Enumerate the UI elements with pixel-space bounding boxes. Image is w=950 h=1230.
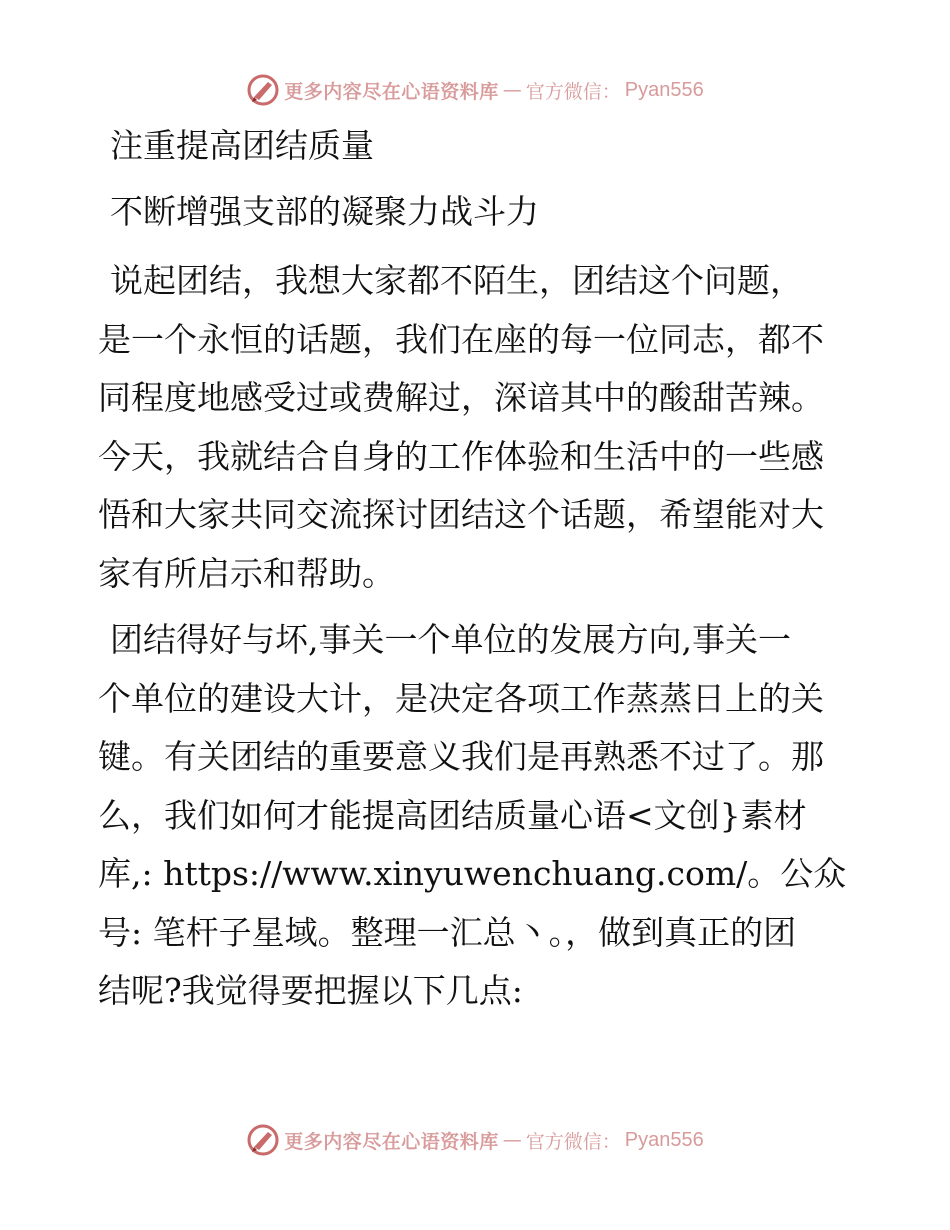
paragraph-line: 是一个永恒的话题，我们在座的每一位同志，都不 (98, 319, 824, 359)
document-body (98, 120, 858, 1029)
banner-wechat-label: 官方微信： (525, 1130, 621, 1153)
paragraph-line: 团结得好与坏,事关一个单位的发展方向,事关一 (110, 620, 791, 659)
pen-logo-icon (246, 1123, 280, 1157)
paragraph-line: 库,: https://www.xinyuwenchuang.com/。公众 (98, 854, 847, 893)
paragraph-line: 悟和大家共同交流探讨团结这个话题，希望能对大 (98, 495, 824, 534)
paragraph-line: 家有所启示和帮助。 (98, 553, 395, 593)
paragraph-line: 个单位的建设大计，是决定各项工作蒸蒸日上的关 (98, 678, 824, 718)
banner-separator: — (502, 79, 522, 101)
paragraph-line: 号: 笔杆子星域。整理一汇总丶。，做到真正的团 (98, 912, 797, 952)
pen-logo-icon (246, 73, 280, 107)
paragraph-line: 说起团结，我想大家都不陌生，团结这个问题， (110, 261, 803, 300)
paragraph-line: 今天，我就结合自身的工作体验和生活中的一些感 (98, 436, 824, 476)
paragraph-1 (98, 252, 858, 603)
title-heading: 注重提高团结质量 (110, 126, 374, 165)
paragraph-2 (98, 611, 858, 1021)
paragraph-line: 键。有关团结的重要意义我们是再熟悉不过了。那 (98, 737, 824, 776)
paragraph-line: 结呢?我觉得要把握以下几点: (98, 971, 523, 1010)
header-banner (0, 70, 950, 110)
footer-banner (0, 1120, 950, 1160)
banner-separator: — (502, 1129, 522, 1151)
banner-handle: Pyan556 (624, 1128, 704, 1151)
banner-text: 更多内容尽在心语资料库 (284, 80, 499, 103)
banner-text: 更多内容尽在心语资料库 (284, 1130, 499, 1153)
paragraph-line: 么，我们如何才能提高团结质量心语<文创}素材 (98, 795, 807, 835)
subtitle-heading: 不断增强支部的凝聚力战斗力 (110, 192, 539, 231)
paragraph-line: 同程度地感受过或费解过，深谙其中的酸甜苦辣。 (98, 378, 824, 417)
banner-handle: Pyan556 (624, 78, 704, 101)
banner-wechat-label: 官方微信： (525, 80, 621, 103)
